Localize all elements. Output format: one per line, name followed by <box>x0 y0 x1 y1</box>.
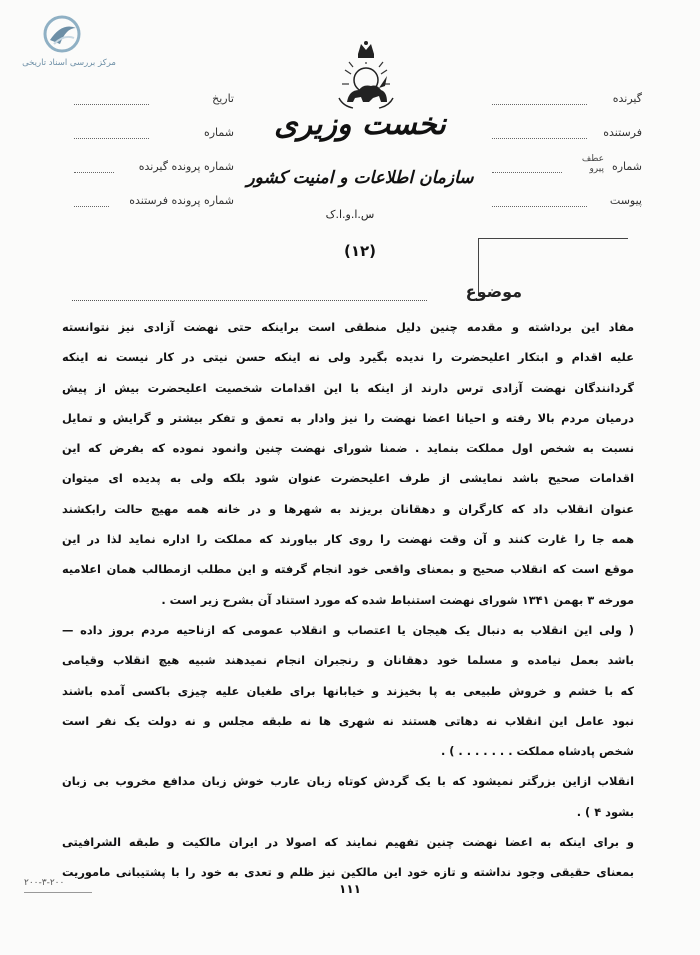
body-line: گردانندگان نهضت آزادی ترس دارند از اینکه با این اقدامات شخصیت اعلیحضرت بیش از پیش <box>62 380 634 395</box>
meta-label: شماره پرونده فرستنده <box>129 194 234 207</box>
meta-label: پیوست <box>609 194 642 207</box>
footer-code: ۲۰۰-۳-۲۰۰ <box>24 878 65 888</box>
body-line: بمعنای حقیقی وجود نداشته و تازه خود این مالکین نیز ظلم و تعدی به خود را با پشتیبانی ماموریت <box>62 865 634 880</box>
meta-label: شماره <box>203 126 234 139</box>
meta-label: شماره پرونده گیرنده <box>138 160 234 173</box>
body-line: درمیان مردم بالا رفته و احیانا اعضا نهضت را نیز وادار به تعمق و تفکر بیشتر و گرایش و تمایل <box>62 410 634 425</box>
body-line: موقع است که انقلاب صحیح و بمعنای واقعی خود انجام گرفته و این مطلب ازمطالب همان اعلامیه <box>62 562 634 577</box>
meta-label: گیرنده <box>612 92 642 105</box>
meta-line <box>74 172 114 173</box>
document-body <box>62 312 634 888</box>
meta-field-recipient <box>492 92 642 126</box>
meta-label: فرستنده <box>603 126 642 139</box>
meta-line <box>74 206 109 207</box>
body-line: علیه اقدام و ابتکار اعلیحضرت را ندیده بگیرد ولی نه اینکه حسن نیتی در کار نیست نه اینکه <box>62 350 634 365</box>
meta-line <box>492 172 562 173</box>
header-code: س.ا.و.ا.ک <box>325 208 375 221</box>
page-mark: ۱۱۱ <box>339 882 361 896</box>
document-number: (۱۲) <box>343 242 377 260</box>
meta-field-recipient-file <box>74 160 234 194</box>
footer-line <box>24 892 92 893</box>
meta-field-reference-number <box>492 154 642 194</box>
body-line: و برای اینکه به اعضا نهضت چنین تفهیم نمایند که اصولا در ایران مالکیت و طبقه الشرافیتی <box>62 835 634 850</box>
document-center-logo-icon <box>42 14 82 54</box>
meta-field-attachment <box>492 194 642 228</box>
meta-sub-labels: عطف پیرو <box>581 154 604 174</box>
meta-field-sender <box>492 126 642 160</box>
body-line: شخص پادشاه مملکت . . . . . . . ) . <box>440 744 634 759</box>
meta-right-fields <box>492 92 642 228</box>
body-line: مفاد این برداشته و مقدمه چنین دلیل منطقی است براینکه حتی نهضت آزادی نیز نتوانسته <box>62 320 634 334</box>
body-line: همه جا را غارت کنند و آن وقت نهضت را روی کار بیاورند که مملکت را اداره نماید لذا در این <box>62 532 634 547</box>
meta-left-fields <box>74 92 234 228</box>
body-line: بشود ۴ ) . <box>576 804 634 819</box>
body-line: نسبت به شخص اول مملکت بنماید . ضمنا شورای نهضت چنین وانمود نموده که بفرض که این <box>62 441 634 456</box>
subject-frame-top <box>478 238 628 239</box>
body-line: عنوان انقلاب داد که کارگران و دهقانان بریزند به شهرها و در خانه همه مهیج حالت رابکشند <box>62 501 634 516</box>
watermark-text: مرکز بررسی اسناد تاریخی <box>22 58 116 68</box>
body-line: مورخه ۳ بهمن ۱۳۴۱ شورای نهضت استنباط شده که مورد استناد آن بشرح زیر است . <box>161 592 634 607</box>
archive-watermark <box>14 14 124 74</box>
lion-and-sun-crown-emblem-icon <box>333 40 399 110</box>
meta-label: تاریخ <box>212 92 234 105</box>
header-subtitle: سازمان اطلاعات و امنیت کشور <box>246 168 474 188</box>
meta-line <box>74 104 149 105</box>
meta-label: شماره <box>611 160 642 173</box>
body-line: که با خشم و خروش طبیعی به پا بخیزند و خیابانها برای طغیان علیه چیزی باکسی آمده باشند <box>62 683 634 698</box>
body-line: باشد بعمل نیامده و مسلما خود دهقانان و رنجبران انجام نمیدهند شبیه هیچ انقلاب وقیامی <box>62 653 634 668</box>
body-line: اقدامات صحیح باشد نمایشی از طرف اعلیحضرت عنوان شود بلکه ولی به پدیده ای میتوان <box>62 471 634 486</box>
body-line: نبود عامل این انقلاب نه دهاتی هستند نه شهری ها نه طبقه مجلس و نه دولت یک نفر است <box>62 713 634 728</box>
subject-row <box>72 282 627 308</box>
header-title: نخست وزیری <box>274 107 446 142</box>
body-line: انقلاب ازاین بزرگتر نمیشود که با یک گردش کوتاه زبان عارب خوش زبان مدافع مخروب بی زبان <box>62 774 634 789</box>
meta-line <box>74 138 149 139</box>
subject-label: موضوع <box>465 282 522 301</box>
meta-line <box>492 104 587 105</box>
subject-line <box>72 300 427 301</box>
meta-field-date <box>74 92 234 126</box>
meta-field-sender-file <box>74 194 234 228</box>
meta-line <box>492 138 587 139</box>
body-line: ( ولی این انقلاب به دنبال یک هیجان یا اعتصاب و انقلاب عمومی که ازناحیه مردم بروز داده — <box>62 622 634 637</box>
meta-line <box>492 206 587 207</box>
meta-field-number <box>74 126 234 160</box>
